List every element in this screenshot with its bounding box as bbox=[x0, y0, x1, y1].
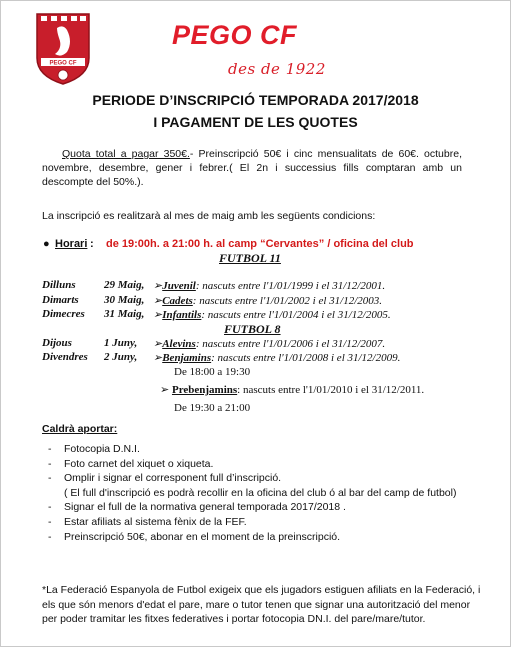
time-slot: De 18:00 a 19:30 bbox=[174, 366, 251, 378]
day-label: Dimecres bbox=[42, 308, 85, 320]
day-label: Divendres bbox=[42, 351, 88, 363]
page-subtitle: I PAGAMENT DE LES QUOTES bbox=[153, 114, 358, 130]
list-item: - Signar el full de la normativa general temporada 2017/2018 . bbox=[48, 501, 346, 514]
conditions-intro: La inscripció es realitzarà al mes de maig amb les següents condicions: bbox=[42, 210, 376, 222]
club-founded-text: des de 1922 bbox=[228, 60, 326, 78]
schedule-row: ➢Cadets: nascuts entre l'1/01/2002 i el 31/12/2003. bbox=[153, 295, 383, 307]
futbol8-heading: FUTBOL 8 bbox=[224, 322, 281, 336]
list-item: - Fotocopia D.N.I. bbox=[48, 443, 140, 455]
horari-label: Horari bbox=[55, 238, 88, 250]
list-item: - Omplir i signar el corresponent full d’inscripció. bbox=[48, 472, 282, 485]
date-label: 31 Maig, bbox=[104, 308, 145, 320]
horari-value: de 19:00h. a 21:00 h. al camp “Cervantes” / oficina del club bbox=[106, 238, 414, 250]
schedule-row: ➢Alevins: nascuts entre l'1/01/2006 i el 31/12/2007. bbox=[153, 338, 386, 350]
club-crest-logo bbox=[33, 12, 93, 86]
horari-colon: : bbox=[90, 238, 94, 250]
schedule-row: ➢ Prebenjamins: nascuts entre l'1/01/2010 i el 31/12/2011. bbox=[160, 384, 425, 396]
list-item: - Estar afiliats al sistema fènix de la FEF. bbox=[48, 515, 247, 528]
date-label: 30 Maig, bbox=[104, 294, 145, 306]
quota-label: Quota total a pagar 350€. bbox=[62, 148, 190, 160]
list-item: - Foto carnet del xiquet o xiqueta. bbox=[48, 457, 214, 470]
day-label: Dilluns bbox=[42, 279, 76, 291]
quota-paragraph bbox=[42, 147, 462, 189]
page-title: PERIODE D’INSCRIPCIÓ TEMPORADA 2017/2018 bbox=[92, 92, 419, 108]
schedule-row: ➢Juvenil: nascuts entre l'1/01/1999 i el 31/12/2001. bbox=[153, 280, 386, 292]
list-item: ( El full d'inscripció es podrà recollir en la oficina del club ó al bar del camp de futbol) bbox=[64, 486, 457, 499]
date-label: 1 Juny, bbox=[104, 337, 138, 349]
bullet-icon: ● bbox=[43, 238, 50, 250]
futbol11-heading: FUTBOL 11 bbox=[219, 251, 281, 265]
time-slot: De 19:30 a 21:00 bbox=[174, 402, 251, 414]
schedule-row: ➢Benjamins: nascuts entre l'1/01/2008 i el 31/12/2009. bbox=[153, 352, 401, 364]
svg-text:PEGO CF: PEGO CF bbox=[49, 60, 77, 67]
quota-details: - Preinscripció 50€ i cinc mensualitats de 60€. octubre, novembre, desembre, gener i febrer.( El 2n i successius fills comptaran amb un descompte del 50%.). bbox=[42, 148, 462, 188]
requirements-heading: Caldrà aportar: bbox=[42, 423, 118, 435]
federation-footnote: *La Federació Espanyola de Futbol exigeix que els jugadors estiguen afiliats en la Federació, i els que són menors d'edat el pare, mare o tutor tenen que signar una autorització del menor per poder tramitar les fitxes federatives i portar fotocopia DN.I. del pare/mare/tutor. bbox=[42, 584, 481, 626]
day-label: Dimarts bbox=[42, 294, 79, 306]
date-label: 29 Maig, bbox=[104, 279, 145, 291]
day-label: Dijous bbox=[42, 337, 72, 349]
requirements-list bbox=[48, 442, 478, 544]
list-item: - Preinscripció 50€, abonar en el moment de la preinscripció. bbox=[48, 530, 341, 543]
date-label: 2 Juny, bbox=[104, 351, 138, 363]
schedule-row: ➢Infantils: nascuts entre l'1/01/2004 i el 31/12/2005. bbox=[153, 309, 391, 321]
club-brand-name: PEGO CF bbox=[172, 20, 298, 50]
